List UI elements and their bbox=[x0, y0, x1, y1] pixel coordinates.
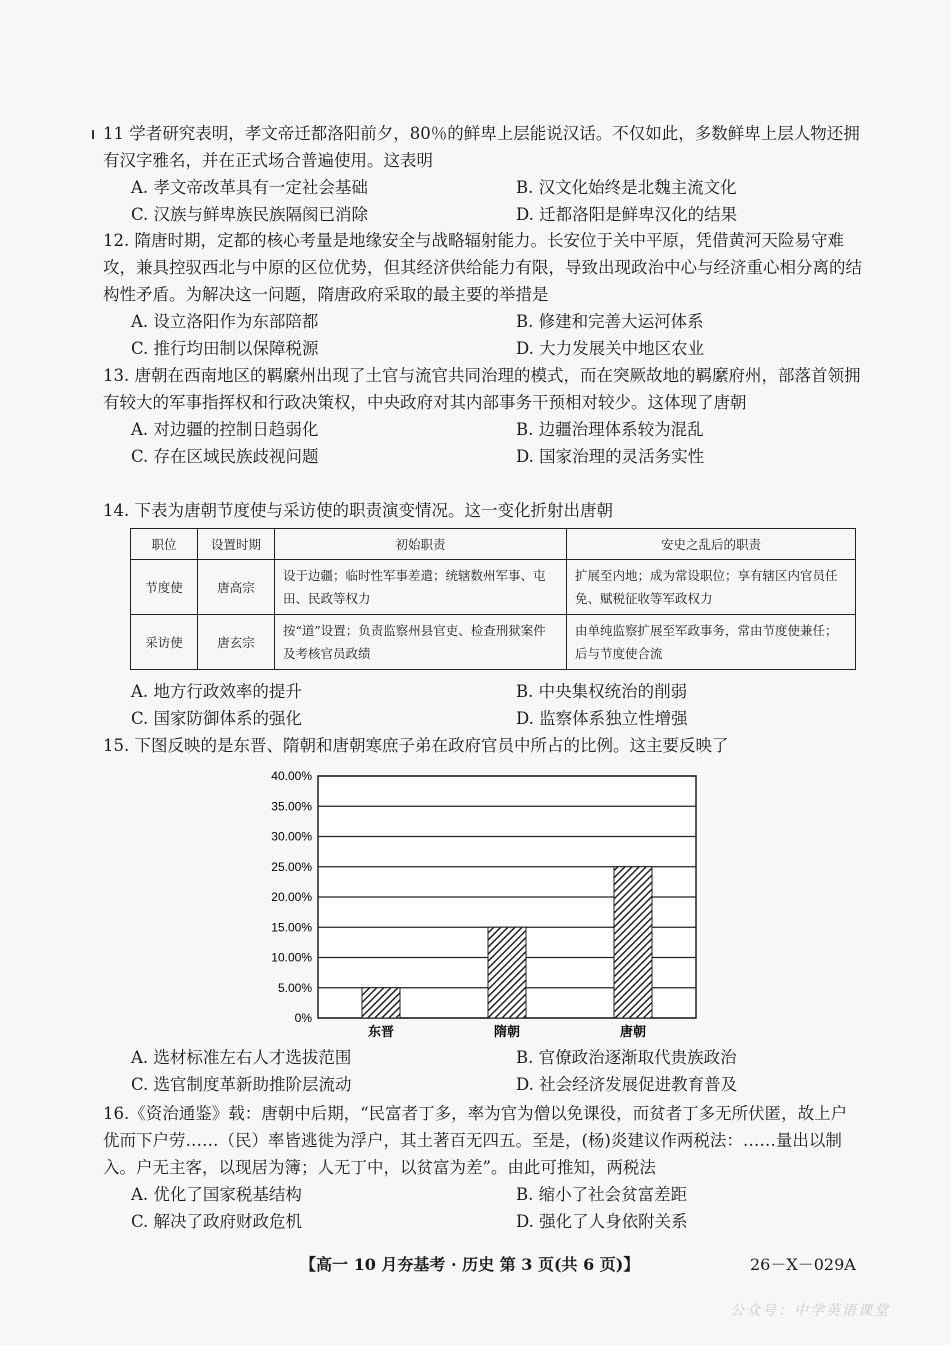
table-cell: 由单纯监察扩展至军政事务，常由节度使兼任；后与节度使合流 bbox=[567, 615, 856, 670]
option-b[interactable]: B. 缩小了社会贫富差距 bbox=[516, 1185, 688, 1204]
question-11 bbox=[103, 120, 863, 228]
y-axis-ticks bbox=[271, 769, 312, 1025]
option-c[interactable]: C. 国家防御体系的强化 bbox=[131, 709, 303, 728]
y-tick-label: 25.00% bbox=[271, 859, 312, 874]
options bbox=[103, 174, 863, 228]
header-cell: 职位 bbox=[131, 529, 198, 560]
header-cell: 安史之乱后的职责 bbox=[567, 529, 856, 560]
y-tick-label: 35.00% bbox=[271, 799, 312, 814]
option-d[interactable]: D. 强化了人身依附关系 bbox=[516, 1212, 688, 1231]
y-tick-label: 5.00% bbox=[277, 980, 312, 995]
option-d[interactable]: D. 社会经济发展促进教育普及 bbox=[516, 1075, 738, 1094]
x-tick-label: 隋朝 bbox=[493, 1025, 521, 1040]
question-stem: 15. 下图反映的是东晋、隋朝和唐朝寒庶子弟在政府官员中所占的比例。这主要反映了 bbox=[103, 736, 729, 755]
x-tick-label: 东晋 bbox=[367, 1025, 395, 1040]
option-a[interactable]: A. 设立洛阳作为东部陪都 bbox=[131, 312, 319, 331]
bar-3 bbox=[614, 867, 652, 1018]
option-c[interactable]: C. 解决了政府财政危机 bbox=[131, 1212, 303, 1231]
table-cell: 唐高宗 bbox=[198, 560, 275, 615]
y-tick-label: 40.00% bbox=[271, 769, 312, 783]
y-tick-label: 15.00% bbox=[271, 920, 312, 935]
bar-1 bbox=[362, 988, 400, 1018]
question-16 bbox=[103, 1100, 863, 1235]
option-d[interactable]: D. 国家治理的灵活务实性 bbox=[516, 447, 705, 466]
y-tick-label: 30.00% bbox=[271, 829, 312, 844]
option-b[interactable]: B. 中央集权统治的削弱 bbox=[516, 682, 688, 701]
option-c[interactable]: C. 选官制度革新助推阶层流动 bbox=[131, 1075, 352, 1094]
option-a[interactable]: A. 选材标准左右人才选拔范围 bbox=[131, 1048, 352, 1067]
option-b[interactable]: B. 边疆治理体系较为混乱 bbox=[516, 420, 704, 439]
option-c[interactable]: C. 汉族与鲜卑族民族隔阂已消除 bbox=[131, 205, 369, 224]
table-cell: 节度使 bbox=[131, 560, 198, 615]
option-b[interactable]: B. 修建和完善大运河体系 bbox=[516, 312, 704, 331]
table-cell: 扩展至内地；成为常设职位；享有辖区内官员任免、赋税征收等军政权力 bbox=[567, 560, 856, 615]
option-a[interactable]: A. 地方行政效率的提升 bbox=[131, 682, 302, 701]
option-a[interactable]: A. 孝文帝改革具有一定社会基础 bbox=[131, 178, 368, 197]
options bbox=[103, 1044, 863, 1098]
table-cell: 按“道”设置；负责监察州县官吏、检查刑狱案件及考核官员政绩 bbox=[275, 615, 567, 670]
x-axis-ticks bbox=[368, 1024, 646, 1040]
question-14-options bbox=[103, 678, 863, 732]
question-stem: 13. 唐朝在西南地区的羁縻州出现了土官与流官共同治理的模式，而在突厥故地的羁縻府州，部落首领拥有较大的军事指挥权和行政决策权，中央政府对其内部事务干预相对较少。这体现了唐朝 bbox=[103, 366, 861, 412]
x-tick-label: 唐朝 bbox=[619, 1025, 647, 1040]
option-b[interactable]: B. 汉文化始终是北魏主流文化 bbox=[516, 178, 737, 197]
header-cell: 初始职责 bbox=[275, 529, 567, 560]
y-tick-label: 20.00% bbox=[271, 890, 312, 904]
watermark: 公众号：中学英语课堂 bbox=[730, 1303, 890, 1319]
option-a[interactable]: A. 优化了国家税基结构 bbox=[131, 1185, 302, 1204]
option-a[interactable]: A. 对边疆的控制日趋弱化 bbox=[131, 420, 319, 439]
header-cell: 设置时期 bbox=[198, 529, 275, 560]
option-b[interactable]: B. 官僚政治逐渐取代贵族政治 bbox=[516, 1048, 737, 1067]
options bbox=[103, 308, 863, 362]
question-12 bbox=[103, 227, 863, 362]
table-header-row bbox=[131, 529, 856, 560]
option-c[interactable]: C. 存在区域民族歧视问题 bbox=[131, 447, 319, 466]
question-14 bbox=[103, 497, 863, 524]
option-d[interactable]: D. 大力发展关中地区农业 bbox=[516, 339, 705, 358]
options bbox=[103, 416, 863, 470]
table-row bbox=[131, 560, 856, 615]
y-tick-label: 0% bbox=[294, 1011, 312, 1025]
option-d[interactable]: D. 迁都洛阳是鲜卑汉化的结果 bbox=[516, 205, 738, 224]
margin-mark bbox=[92, 130, 94, 139]
options bbox=[103, 678, 863, 732]
option-d[interactable]: D. 监察体系独立性增强 bbox=[516, 709, 688, 728]
options bbox=[103, 1181, 863, 1235]
official-ratio-chart bbox=[258, 766, 708, 1046]
question-stem: 14. 下表为唐朝节度使与采访使的职责演变情况。这一变化折射出唐朝 bbox=[103, 501, 613, 520]
duty-table bbox=[130, 528, 856, 670]
exam-code: 26－X－029A bbox=[750, 1255, 856, 1274]
option-c[interactable]: C. 推行均田制以保障税源 bbox=[131, 339, 319, 358]
question-15-options bbox=[103, 1044, 863, 1098]
question-15 bbox=[103, 732, 863, 759]
table-row bbox=[131, 615, 856, 670]
table-cell: 唐玄宗 bbox=[198, 615, 275, 670]
table-cell: 设于边疆；临时性军事差遣；统辖数州军事、屯田、民政等权力 bbox=[275, 560, 567, 615]
bar-2 bbox=[488, 927, 526, 1018]
y-tick-label: 10.00% bbox=[271, 950, 312, 965]
question-13 bbox=[103, 362, 863, 470]
question-stem: 12. 隋唐时期，定都的核心考量是地缘安全与战略辐射能力。长安位于关中平原，凭借黄河天险易守难攻，兼具控驭西北与中原的区位优势，但其经济供给能力有限，导致出现政治中心与经济重心相分离的结构性矛盾。为解决这一问题，隋唐政府采取的最主要的举措是 bbox=[103, 231, 862, 304]
question-stem: 16.《资治通鉴》载：唐朝中后期，“民富者丁多，率为官为僧以免课役，而贫者丁多无所伏匿，故上户优而下户劳……（民）率皆逃徙为浮户，其土著百无四五。至是，(杨)炎建议作两税法：……量出以制入。户无主客，以现居为簿；人无丁中，以贫富为差”。由此可推知，两税法 bbox=[103, 1104, 848, 1177]
page-footer: 【高一 10 月夯基考 · 历史 第 3 页(共 6 页)】 bbox=[300, 1255, 640, 1274]
question-stem: 11 学者研究表明，孝文帝迁都洛阳前夕，80％的鲜卑上层能说汉话。不仅如此，多数鲜卑上层人物还拥有汉字雅名，并在正式场合普遍使用。这表明 bbox=[103, 124, 860, 170]
table-cell: 采访使 bbox=[131, 615, 198, 670]
